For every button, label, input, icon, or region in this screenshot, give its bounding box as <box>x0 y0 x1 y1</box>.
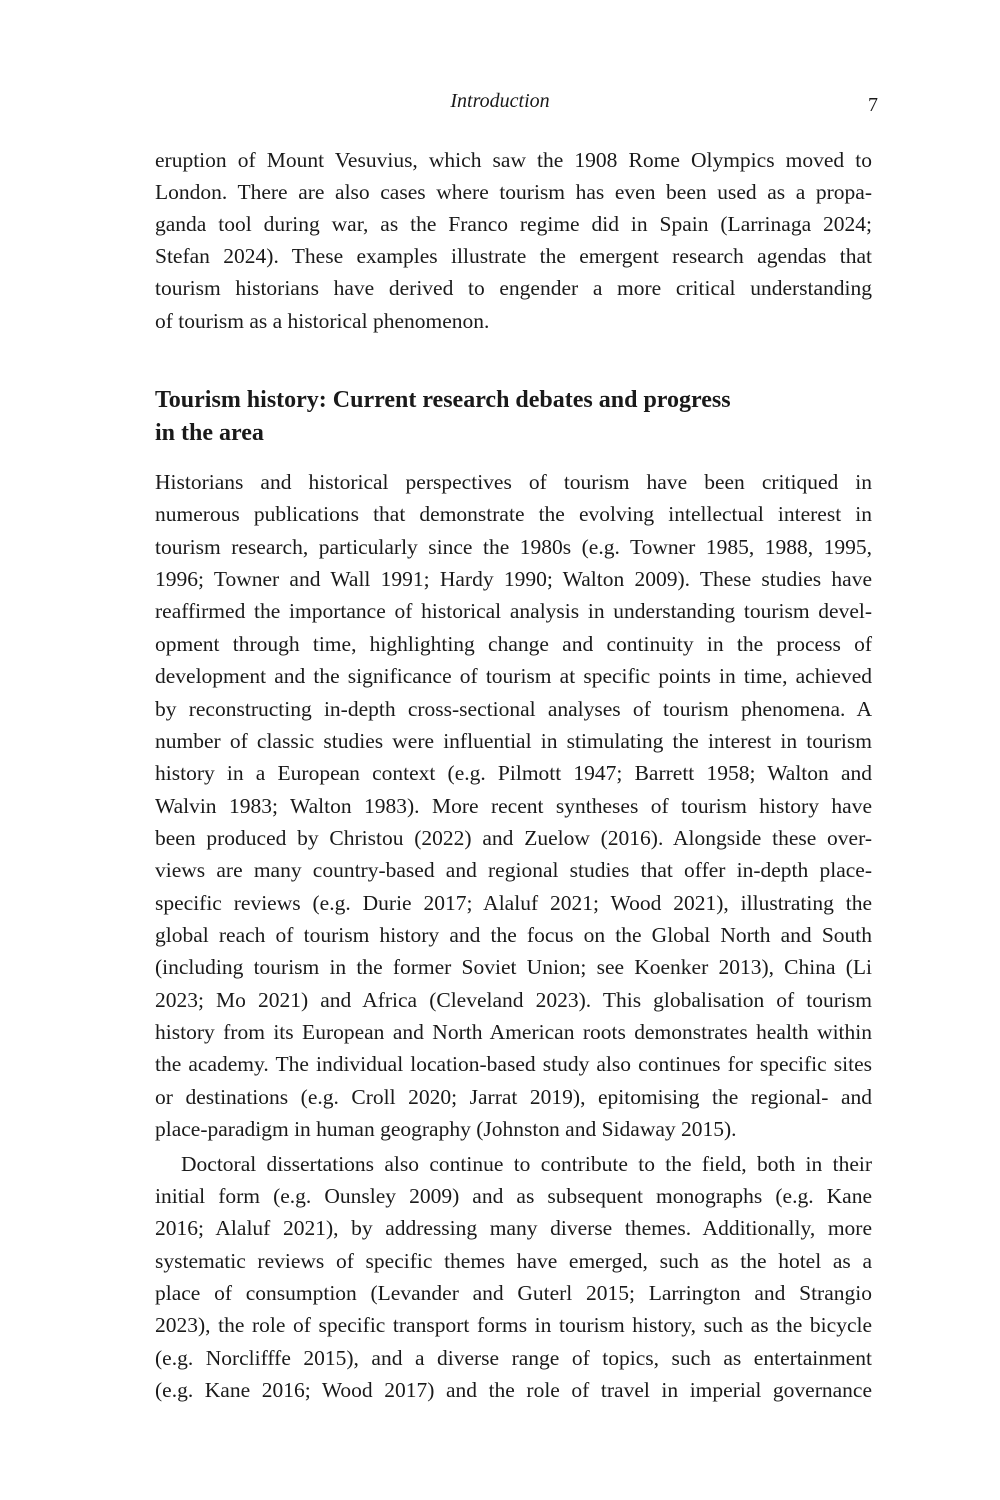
text-line: global reach of tourism history and the focus on the Global North and South <box>155 923 872 947</box>
text-line: 2016; Alaluf 2021), by addressing many diverse themes. Additionally, more <box>155 1216 872 1240</box>
text-line: history in a European context (e.g. Pilmott 1947; Barrett 1958; Walton and <box>155 761 872 785</box>
page-number: 7 <box>868 94 878 116</box>
text-line: numerous publications that demonstrate the evolving intellectual interest in <box>155 502 872 526</box>
text-line: reaffirmed the importance of historical analysis in understanding tourism devel- <box>155 599 872 623</box>
text-line: number of classic studies were influential in stimulating the interest in tourism <box>155 729 872 753</box>
text-line: history from its European and North American roots demonstrates health within <box>155 1020 872 1044</box>
text-line: 1996; Towner and Wall 1991; Hardy 1990; Walton 2009). These studies have <box>155 567 872 591</box>
text-line: opment through time, highlighting change and continuity in the process of <box>155 632 872 656</box>
text-line: by reconstructing in-depth cross-sectional analyses of tourism phenomena. A <box>155 697 872 721</box>
text-line: London. There are also cases where tourism has even been used as a propa- <box>155 180 872 204</box>
text-line: place of consumption (Levander and Guterl 2015; Larrington and Strangio <box>155 1281 872 1305</box>
heading-line: in the area <box>155 420 264 446</box>
text-line: the academy. The individual location-based study also continues for specific sites <box>155 1052 872 1076</box>
text-line: Doctoral dissertations also continue to contribute to the field, both in their <box>181 1152 872 1176</box>
text-line: Walvin 1983; Walton 1983). More recent syntheses of tourism history have <box>155 794 872 818</box>
text-line: 2023; Mo 2021) and Africa (Cleveland 2023). This globalisation of tourism <box>155 988 872 1012</box>
text-line: ganda tool during war, as the Franco regime did in Spain (Larrinaga 2024; <box>155 212 872 236</box>
text-line: tourism research, particularly since the 1980s (e.g. Towner 1985, 1988, 1995, <box>155 535 872 559</box>
text-line: or destinations (e.g. Croll 2020; Jarrat 2019), epitomising the regional- and <box>155 1085 872 1109</box>
heading-line: Tourism history: Current research debates and progress <box>155 387 731 413</box>
running-head: Introduction <box>450 90 550 112</box>
text-line: systematic reviews of specific themes have emerged, such as the hotel as a <box>155 1249 872 1273</box>
text-line: 2023), the role of specific transport forms in tourism history, such as the bicycle <box>155 1313 872 1337</box>
text-line: eruption of Mount Vesuvius, which saw the 1908 Rome Olympics moved to <box>155 148 872 172</box>
text-line: Stefan 2024). These examples illustrate the emergent research agendas that <box>155 244 872 268</box>
text-line: (e.g. Norclifffe 2015), and a diverse range of topics, such as entertainment <box>155 1346 872 1370</box>
text-line: tourism historians have derived to engender a more critical understanding <box>155 276 872 300</box>
text-line: initial form (e.g. Ounsley 2009) and as subsequent monographs (e.g. Kane <box>155 1184 872 1208</box>
text-line: place-paradigm in human geography (Johnston and Sidaway 2015). <box>155 1117 737 1141</box>
text-line: (including tourism in the former Soviet Union; see Koenker 2013), China (Li <box>155 955 872 979</box>
text-line: of tourism as a historical phenomenon. <box>155 309 490 333</box>
text-line: specific reviews (e.g. Durie 2017; Alaluf 2021; Wood 2021), illustrating the <box>155 891 872 915</box>
text-line: development and the significance of tourism at specific points in time, achieved <box>155 664 872 688</box>
text-line: (e.g. Kane 2016; Wood 2017) and the role of travel in imperial governance <box>155 1378 872 1402</box>
text-line: views are many country-based and regional studies that offer in-depth place- <box>155 858 872 882</box>
text-line: Historians and historical perspectives of tourism have been critiqued in <box>155 470 872 494</box>
text-line: been produced by Christou (2022) and Zuelow (2016). Alongside these over- <box>155 826 872 850</box>
